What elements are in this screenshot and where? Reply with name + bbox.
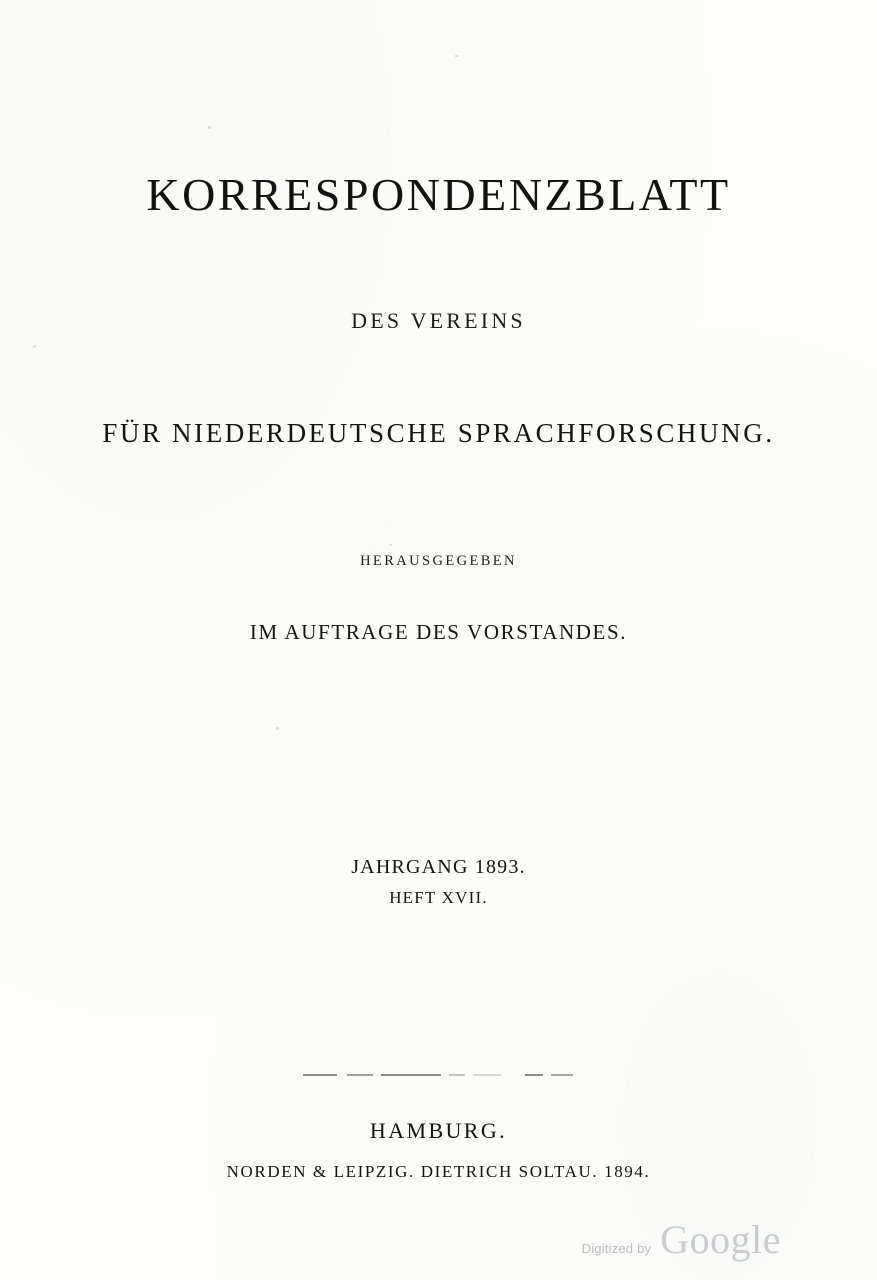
scan-speck: [455, 55, 458, 57]
ornamental-divider: [0, 1063, 877, 1081]
volume-label: JAHRGANG 1893.: [351, 856, 526, 878]
scan-speck: [276, 727, 279, 730]
subtitle-line-2: FÜR NIEDERDEUTSCHE SPRACHFORSCHUNG.: [102, 418, 775, 448]
publication-city: HAMBURG.: [369, 1118, 508, 1143]
watermark-prefix: Digitized by: [581, 1241, 652, 1256]
on-behalf-of-label: IM AUFTRAGE DES VORSTANDES.: [249, 620, 628, 644]
issue-label: HEFT XVII.: [389, 888, 488, 907]
divider-rule: [303, 1074, 575, 1076]
subtitle-line-1: DES VEREINS: [351, 308, 526, 333]
scan-speck: [208, 126, 211, 129]
scan-speck: [33, 345, 36, 348]
edited-by-label: HERAUSGEGEBEN: [360, 553, 517, 569]
scan-speck: [389, 544, 392, 546]
google-digitized-watermark: [581, 1217, 781, 1262]
publisher-imprint: NORDEN & LEIPZIG. DIETRICH SOLTAU. 1894.: [226, 1162, 651, 1181]
google-logo-text: Google: [660, 1217, 781, 1262]
page-title: KORRESPONDENZBLATT: [146, 169, 731, 220]
